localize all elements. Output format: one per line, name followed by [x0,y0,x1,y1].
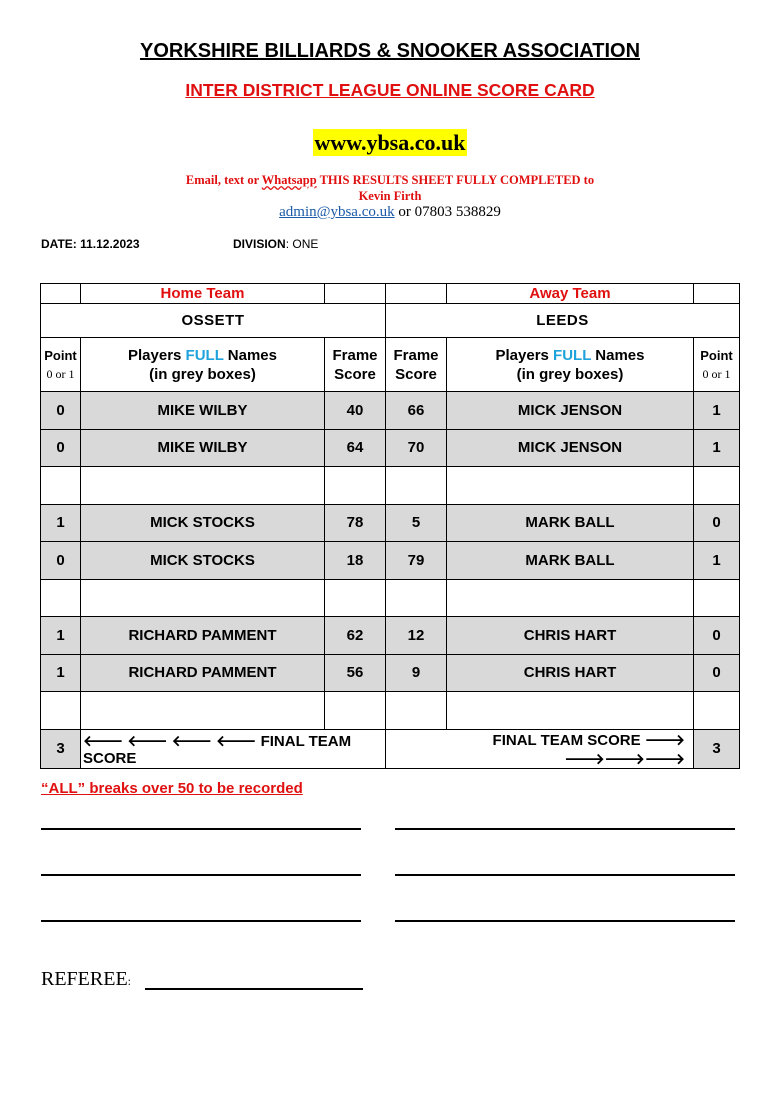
away-point-cell[interactable]: 1 [694,542,740,580]
home-point-cell[interactable]: 1 [41,504,81,542]
empty-cell [325,692,386,730]
home-frame-score-header: Frame Score [325,338,386,392]
home-point-cell[interactable]: 1 [41,654,81,692]
away-point-cell[interactable]: 1 [694,429,740,467]
away-point-cell[interactable]: 0 [694,654,740,692]
empty-cell [41,579,81,617]
empty-cell [694,579,740,617]
home-final-label: 🡐 🡐 🡐 🡐 FINAL TEAM SCORE [81,729,386,768]
blank-row [41,579,740,617]
phone-number: or 07803 538829 [394,204,501,220]
away-player-cell[interactable]: CHRIS HART [447,617,694,655]
empty-cell [386,467,447,505]
contact-name: Kevin Firth [358,189,422,203]
home-frame-score-cell[interactable]: 40 [325,392,386,430]
away-frame-score-cell[interactable]: 70 [386,429,447,467]
away-final-label: FINAL TEAM SCORE 🡒 🡒🡒🡒 [386,729,694,768]
empty-cell [447,692,694,730]
away-point-header: Point 0 or 1 [694,338,740,392]
home-players-header: Players FULL Names (in grey boxes) [81,338,325,392]
frame-row [41,542,740,580]
away-frame-score-header: Frame Score [386,338,447,392]
association-title: YORKSHIRE BILLIARDS & SNOOKER ASSOCIATION [139,40,641,62]
home-team-label: Home Team [81,284,325,304]
home-frame-score-cell[interactable]: 18 [325,542,386,580]
away-point-cell[interactable]: 0 [694,504,740,542]
away-player-cell[interactable]: MARK BALL [447,542,694,580]
away-frame-score-cell[interactable]: 66 [386,392,447,430]
empty-cell [447,467,694,505]
home-point-cell[interactable]: 0 [41,392,81,430]
frame-row [41,654,740,692]
home-player-cell[interactable]: MIKE WILBY [81,392,325,430]
home-point-cell[interactable]: 0 [41,429,81,467]
away-team-label: Away Team [447,284,694,304]
empty-cell [694,467,740,505]
frame-row [41,429,740,467]
column-header-row [41,338,740,392]
website-banner [0,130,780,156]
final-score-row [41,729,740,768]
frame-row [41,392,740,430]
break-entry-line[interactable] [395,828,735,830]
whatsapp-word: Whatsapp [261,173,317,187]
away-point-cell[interactable]: 0 [694,617,740,655]
frame-row [41,617,740,655]
home-point-header: Point 0 or 1 [41,338,81,392]
empty-cell [325,579,386,617]
empty-cell [447,579,694,617]
referee-label: REFEREE: [41,968,132,990]
empty-cell [325,467,386,505]
empty-cell [81,579,325,617]
away-player-cell[interactable]: MICK JENSON [447,429,694,467]
home-player-cell[interactable]: MICK STOCKS [81,542,325,580]
home-team-name[interactable]: OSSETT [41,304,386,338]
break-entry-line[interactable] [41,874,361,876]
scorecard-subtitle: INTER DISTRICT LEAGUE ONLINE SCORE CARD [185,80,595,100]
away-frame-score-cell[interactable]: 9 [386,654,447,692]
match-date: DATE: 11.12.2023 [41,237,140,251]
home-player-cell[interactable]: RICHARD PAMMENT [81,617,325,655]
home-player-cell[interactable]: MICK STOCKS [81,504,325,542]
break-entry-line[interactable] [395,920,735,922]
home-point-cell[interactable]: 1 [41,617,81,655]
empty-cell [694,692,740,730]
away-player-cell[interactable]: MARK BALL [447,504,694,542]
home-frame-score-cell[interactable]: 78 [325,504,386,542]
break-entry-line[interactable] [395,874,735,876]
blank-row [41,692,740,730]
home-final-score[interactable]: 3 [41,729,81,768]
empty-cell [386,692,447,730]
home-point-cell[interactable]: 0 [41,542,81,580]
empty-cell [41,467,81,505]
away-frame-score-cell[interactable]: 5 [386,504,447,542]
website-link[interactable]: www.ybsa.co.uk [314,130,466,155]
away-point-cell[interactable]: 1 [694,392,740,430]
blank-row [41,467,740,505]
team-name-row [41,304,740,338]
team-label-row [41,284,740,304]
submission-instructions: Email, text or Whatsapp THIS RESULTS SHEET FULLY COMPLETED to Kevin Firth [185,173,595,203]
home-player-cell[interactable]: RICHARD PAMMENT [81,654,325,692]
email-link[interactable]: admin@ybsa.co.uk [279,204,395,220]
frame-row [41,504,740,542]
home-frame-score-cell[interactable]: 64 [325,429,386,467]
breaks-note: “ALL” breaks over 50 to be recorded [41,780,303,797]
away-player-cell[interactable]: MICK JENSON [447,392,694,430]
division-value: : ONE [285,237,319,251]
away-player-cell[interactable]: CHRIS HART [447,654,694,692]
away-final-score[interactable]: 3 [694,729,740,768]
empty-cell [386,579,447,617]
break-entry-line[interactable] [41,920,361,922]
empty-cell [41,692,81,730]
empty-cell [81,692,325,730]
home-frame-score-cell[interactable]: 56 [325,654,386,692]
contact-line [0,204,780,221]
home-player-cell[interactable]: MIKE WILBY [81,429,325,467]
empty-cell [81,467,325,505]
score-table [40,283,740,769]
away-team-name[interactable]: LEEDS [386,304,740,338]
away-frame-score-cell[interactable]: 79 [386,542,447,580]
break-entry-line[interactable] [41,828,361,830]
division-field: DIVISION: ONE [233,237,319,251]
referee-signature-line[interactable] [145,988,363,990]
away-frame-score-cell[interactable]: 12 [386,617,447,655]
home-frame-score-cell[interactable]: 62 [325,617,386,655]
away-players-header: Players FULL Names (in grey boxes) [447,338,694,392]
